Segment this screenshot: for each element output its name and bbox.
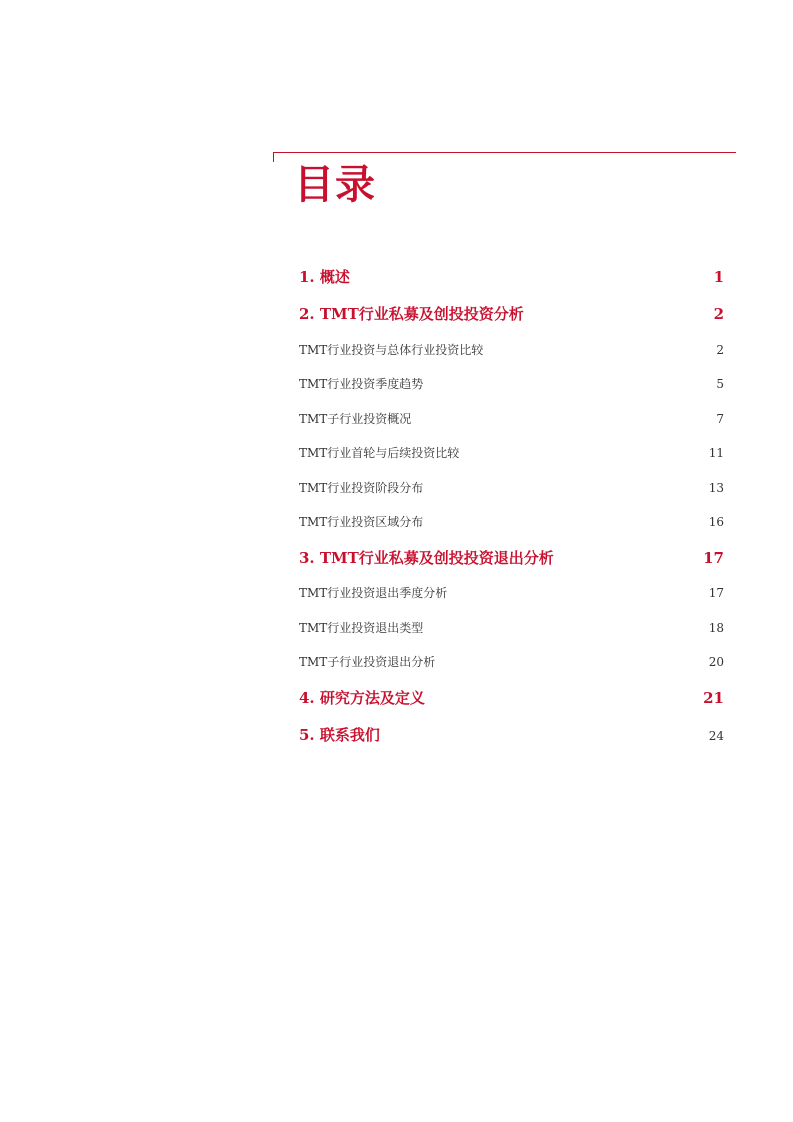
toc-entry-label: 3. TMT行业私募及创投投资退出分析 [299,549,554,567]
toc-entry-page: 2 [713,305,724,323]
toc-entry-exit-analysis[interactable] [299,547,724,568]
header-tick [273,152,274,162]
toc-entry-label: 1. 概述 [299,268,350,286]
toc-subentry[interactable] [299,584,724,601]
toc-entry-page: 20 [708,655,724,669]
toc-entry-page: 2 [716,343,724,357]
toc-entry-page: 17 [708,586,724,600]
toc-entry-page: 16 [708,515,724,529]
toc-entry-label: TMT行业首轮与后续投资比较 [299,446,460,460]
toc-subentry[interactable] [299,653,724,670]
toc-entry-contact-us[interactable] [299,724,724,745]
toc-entry-page: 7 [716,412,724,426]
toc-entry-page: 24 [708,729,724,743]
toc-entry-overview[interactable] [299,266,724,287]
page-title: 目录 [294,161,376,208]
toc-subentry[interactable] [299,375,724,392]
toc-entry-label: TMT行业投资退出季度分析 [299,586,448,600]
toc-entry-label: TMT行业投资季度趋势 [299,377,424,391]
toc-entry-page: 17 [703,549,724,567]
toc-entry-label: TMT行业投资退出类型 [299,621,424,635]
toc-entry-page: 1 [713,268,724,286]
toc-entry-page: 5 [716,377,724,391]
toc-entry-label: 2. TMT行业私募及创投投资分析 [299,305,524,323]
toc-subentry[interactable] [299,619,724,636]
toc-entry-label: TMT行业投资阶段分布 [299,481,424,495]
toc-entry-investment-analysis[interactable] [299,303,724,324]
toc-subentry[interactable] [299,444,724,461]
toc-entry-label: TMT子行业投资退出分析 [299,655,436,669]
toc-subentry[interactable] [299,479,724,496]
toc-subentry[interactable] [299,513,724,530]
toc-entry-methodology[interactable] [299,687,724,708]
toc-entry-page: 13 [708,481,724,495]
toc-entry-label: 5. 联系我们 [299,726,380,744]
toc-entry-page: 21 [703,689,724,707]
toc-subentry[interactable] [299,341,724,358]
toc-entry-label: TMT行业投资与总体行业投资比较 [299,343,484,357]
toc-entry-label: TMT子行业投资概况 [299,412,412,426]
toc-entry-page: 11 [708,446,724,460]
toc-entry-label: TMT行业投资区域分布 [299,515,424,529]
toc-subentry[interactable] [299,410,724,427]
toc-entry-page: 18 [708,621,724,635]
toc-entry-label: 4. 研究方法及定义 [299,689,425,707]
header-rule [273,152,736,153]
